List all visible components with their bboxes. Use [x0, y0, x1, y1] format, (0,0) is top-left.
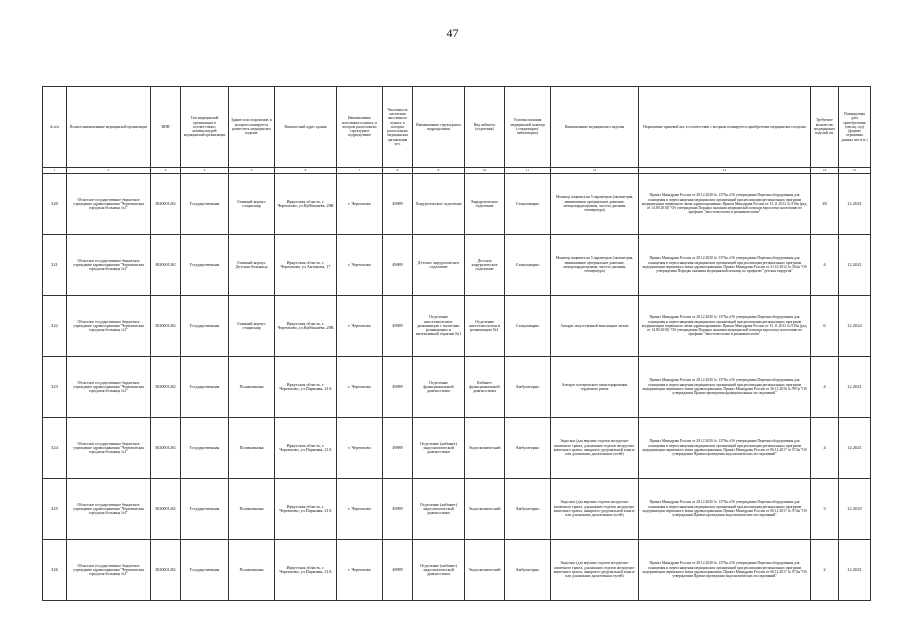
purchase-date: 12.2021: [839, 174, 871, 235]
legal-act: Приказ Минздрава России от 28.12.2020 № 1379н «Об утверждении Перечня оборудования для оснащения и переоснащения медицинских организаций при реализации региональных программ модернизации первичного звена здравоохранения» Приказ Минздрава России от 31.10.2012 № 562н "Об утверждении Порядка оказания медицинской помощи по профилю "детская хирургия": [639, 235, 811, 296]
device-name: Аппарат холтеровского мониторирования сердечного ритма: [551, 357, 639, 418]
column-number: 11: [505, 168, 551, 174]
column-number: 6: [275, 168, 337, 174]
column-number: 3: [151, 168, 181, 174]
device-name: Эндоскоп (для верхних отделов желудочно-кишечного тракта, для нижних отделов желудочно-кишечного тракта, панкреато-дуоденальной зоны и/или для нижних дыхательных путей): [551, 418, 639, 479]
building: Главный корпус стационар: [229, 296, 275, 357]
column-header: Требуемое количество медицинских изделий шт.: [811, 87, 839, 168]
locality: г. Черемхово: [337, 357, 383, 418]
structural-unit: Отделение (кабинет) эндоскопической диагностики: [413, 540, 465, 601]
legal-act: Приказ Минздрава России от 28.12.2020 № 1379н «Об утверждении Перечня оборудования для оснащения и переоснащения медицинских организаций при реализации региональных программ модернизации первичного звена здравоохранения» Приказ Минздрава России от 06.12.2017 № 974н "Об утверждении Правил проведения эндоскопических исследований": [639, 540, 811, 601]
building: Поликлиника: [229, 357, 275, 418]
address: Иркутская область, г. Черемхово, ул.Куйбышева, 28В: [275, 174, 337, 235]
room-type: Эндоскопический: [465, 540, 505, 601]
row-number: 324: [43, 418, 67, 479]
column-header: Тип медицинской организации в соответствии с номенклатурой медицинской организации: [181, 87, 229, 168]
column-header: Численность населения населенного пункта, в котором расположено медицинская организация чел.: [383, 87, 413, 168]
row-number: 320: [43, 174, 67, 235]
room-type: Эндоскопический: [465, 479, 505, 540]
organization-type: Государственная: [181, 174, 229, 235]
column-number: 7: [337, 168, 383, 174]
locality: г. Черемхово: [337, 479, 383, 540]
inn: 3820001261: [151, 418, 181, 479]
address: Иркутская область, г. Черемхово, ул.Парковая, 21А: [275, 479, 337, 540]
row-number: 325: [43, 479, 67, 540]
organization-name: Областное государственное бюджетное учреждение здравоохранения "Черемховская городская больница №1": [67, 235, 151, 296]
column-number: 8: [383, 168, 413, 174]
table-row: [43, 235, 871, 296]
column-header: Вид кабинета (отделения): [465, 87, 505, 168]
address: Иркутская область, г. Черемхово, ул.Куйбышева, 28В: [275, 296, 337, 357]
row-number: 322: [43, 296, 67, 357]
column-number: 10: [465, 168, 505, 174]
organization-type: Государственная: [181, 540, 229, 601]
quantity: 3: [811, 479, 839, 540]
column-number: 1: [43, 168, 67, 174]
organization-name: Областное государственное бюджетное учреждение здравоохранения "Черемховская городская больница №1": [67, 357, 151, 418]
column-number: 9: [413, 168, 465, 174]
purchase-date: 12.2021: [839, 235, 871, 296]
quantity: 4: [811, 418, 839, 479]
equipment-table: [42, 86, 871, 601]
quantity: 2: [811, 540, 839, 601]
column-header: Наименование структурного подразделения: [413, 87, 465, 168]
column-header: Условия оказания медицинской помощи (стационарно/амбулаторно): [505, 87, 551, 168]
table-row: [43, 540, 871, 601]
locality: г. Черемхово: [337, 296, 383, 357]
column-header: № п/п: [43, 87, 67, 168]
device-name: Эндоскоп (для верхних отделов желудочно-кишечного тракта, для нижних отделов желудочно-кишечного тракта, панкреато-дуоденальной зоны и/или для нижних дыхательных путей): [551, 479, 639, 540]
device-name: Монитор пациента на 5 параметров (оксиметрия, неинвазивное артериальное давление, электрокардиограмма, частота дыхания, температура): [551, 235, 639, 296]
organization-type: Государственная: [181, 479, 229, 540]
population: 49889: [383, 235, 413, 296]
building: Поликлиника: [229, 418, 275, 479]
column-header: Наименование медицинского изделия: [551, 87, 639, 168]
table-row: [43, 357, 871, 418]
purchase-date: 12.2021: [839, 418, 871, 479]
quantity: 6: [811, 296, 839, 357]
table-row: [43, 296, 871, 357]
locality: г. Черемхово: [337, 174, 383, 235]
column-header: Полное наименование медицинской организации: [67, 87, 151, 168]
legal-act: Приказ Минздрава России от 28.12.2020 № 1379н «Об утверждении Перечня оборудования для оснащения и переоснащения медицинских организаций при реализации региональных программ модернизации первичного звена здравоохранения» Приказ Минздрава России от 15.11.2012 № 919н (ред. от 14.09.2018) "Об утверждении Порядка оказания медицинской помощи взрослому населению по профилю "анестезиология и реаниматология": [639, 174, 811, 235]
care-conditions: Амбулаторно: [505, 479, 551, 540]
column-number: 4: [181, 168, 229, 174]
column-header: Наименование населенного пункта, в котором расположено структурное подразделение: [337, 87, 383, 168]
care-conditions: Амбулаторно: [505, 418, 551, 479]
organization-type: Государственная: [181, 357, 229, 418]
structural-unit: Отделение анестезиологии-реанимации с палатами реанимации и интенсивной терапии №1: [413, 296, 465, 357]
legal-act: Приказ Минздрава России от 28.12.2020 № 1379н «Об утверждении Перечня оборудования для оснащения и переоснащения медицинских организаций при реализации региональных программ модернизации первичного звена здравоохранения» Приказ Минздрава России от 06.12.2017 № 974н "Об утверждении Правил проведения эндоскопических исследований": [639, 418, 811, 479]
population: 49889: [383, 418, 413, 479]
room-type: Кабинет функциональной диагностики: [465, 357, 505, 418]
legal-act: Приказ Минздрава России от 28.12.2020 № 1379н «Об утверждении Перечня оборудования для оснащения и переоснащения медицинских организаций при реализации региональных программ модернизации первичного звена здравоохранения» Приказ Минздрава России от 15.11.2012 № 919н (ред. от 14.09.2018) "Об утверждении Порядка оказания медицинской помощи взрослому населению по профилю "анестезиология и реаниматология": [639, 296, 811, 357]
structural-unit: Детское хирургическое отделение: [413, 235, 465, 296]
row-number: 326: [43, 540, 67, 601]
header-row: [43, 87, 871, 168]
column-number: 2: [67, 168, 151, 174]
population: 49889: [383, 357, 413, 418]
locality: г. Черемхово: [337, 235, 383, 296]
organization-type: Государственная: [181, 235, 229, 296]
building: Поликлиника: [229, 540, 275, 601]
room-type: Отделение анестезиологии и реанимации №1: [465, 296, 505, 357]
organization-name: Областное государственное бюджетное учреждение здравоохранения "Черемховская городская больница №1": [67, 540, 151, 601]
structural-unit: Хирургическое отделение: [413, 174, 465, 235]
care-conditions: Стационарно: [505, 235, 551, 296]
structural-unit: Отделение (кабинет) эндоскопической диагностики: [413, 418, 465, 479]
address: Иркутская область, г. Черемхово, ул.Парковая, 21А: [275, 418, 337, 479]
column-header: Планируемая дата приобретения (месяц, год) (формат отражения данных мм гггг.): [839, 87, 871, 168]
device-name: Аппарат искусственной вентиляции легких: [551, 296, 639, 357]
legal-act: Приказ Минздрава России от 28.12.2020 № 1379н «Об утверждении Перечня оборудования для оснащения и переоснащения медицинских организаций при реализации региональных программ модернизации первичного звена здравоохранения» Приказ Минздрава России от 06.12.2017 № 974н "Об утверждении Правил проведения эндоскопических исследований": [639, 479, 811, 540]
table-row: [43, 479, 871, 540]
column-header: Фактический адрес здания: [275, 87, 337, 168]
care-conditions: Амбулаторно: [505, 357, 551, 418]
column-number: 15: [839, 168, 871, 174]
inn: 3820001261: [151, 479, 181, 540]
inn: 3820001261: [151, 174, 181, 235]
address: Иркутская область, г. Черемхово, ул.Парковая, 21А: [275, 540, 337, 601]
population: 49889: [383, 479, 413, 540]
structural-unit: Отделение (кабинет) эндоскопической диагностики: [413, 479, 465, 540]
room-type: Хирургическое отделение: [465, 174, 505, 235]
organization-name: Областное государственное бюджетное учреждение здравоохранения "Черемховская городская больница №1": [67, 479, 151, 540]
purchase-date: 12.2022: [839, 296, 871, 357]
inn: 3820001261: [151, 296, 181, 357]
room-type: Детское хирургическое отделение: [465, 235, 505, 296]
structural-unit: Отделение функциональной диагностики: [413, 357, 465, 418]
building: Главный корпус Детская больница: [229, 235, 275, 296]
column-number: 13: [639, 168, 811, 174]
column-number: 5: [229, 168, 275, 174]
locality: г. Черемхово: [337, 418, 383, 479]
page-number: 47: [446, 26, 459, 40]
device-name: Монитор пациента на 5 параметров (оксиметрия, неинвазивное артериальное давление, электрокардиограмма, частота дыхания, температура): [551, 174, 639, 235]
column-header: Нормативно-правовой акт, в соответствии с которым планируется приобретение медицинского изделия: [639, 87, 811, 168]
building: Главный корпус стационар: [229, 174, 275, 235]
organization-type: Государственная: [181, 418, 229, 479]
address: Иркутская область, г. Черемхово, ул.Антонова, 17: [275, 235, 337, 296]
column-number: 12: [551, 168, 639, 174]
population: 49889: [383, 296, 413, 357]
inn: 3820001261: [151, 357, 181, 418]
organization-type: Государственная: [181, 296, 229, 357]
table-row: [43, 174, 871, 235]
organization-name: Областное государственное бюджетное учреждение здравоохранения "Черемховская городская больница №1": [67, 174, 151, 235]
quantity: 4: [811, 357, 839, 418]
care-conditions: Стационарно: [505, 174, 551, 235]
purchase-date: 12.2021: [839, 357, 871, 418]
organization-name: Областное государственное бюджетное учреждение здравоохранения "Черемховская городская больница №1": [67, 418, 151, 479]
table-row: [43, 418, 871, 479]
purchase-date: 12.2021: [839, 540, 871, 601]
care-conditions: Амбулаторно: [505, 540, 551, 601]
address: Иркутская область, г. Черемхово, ул.Парковая, 21А: [275, 357, 337, 418]
quantity: 20: [811, 174, 839, 235]
column-header: Здание или сооружение, в котором планируется разместить медицинское изделие: [229, 87, 275, 168]
population: 49889: [383, 540, 413, 601]
purchase-date: 12.2025: [839, 479, 871, 540]
quantity: 4: [811, 235, 839, 296]
population: 49889: [383, 174, 413, 235]
row-number: 321: [43, 235, 67, 296]
organization-name: Областное государственное бюджетное учреждение здравоохранения "Черемховская городская больница №1": [67, 296, 151, 357]
building: Поликлиника: [229, 479, 275, 540]
row-number: 323: [43, 357, 67, 418]
legal-act: Приказ Минздрава России от 28.12.2020 № 1379н «Об утверждении Перечня оборудования для оснащения и переоснащения медицинских организаций при реализации региональных программ модернизации первичного звена здравоохранения» Приказ Минздрава России от 26.12.2016 № 997н "Об утверждении Правил проведения функциональных исследований": [639, 357, 811, 418]
column-number: 14: [811, 168, 839, 174]
care-conditions: Стационарно: [505, 296, 551, 357]
inn: 3820001261: [151, 540, 181, 601]
device-name: Эндоскоп (для верхних отделов желудочно-кишечного тракта, для нижних отделов желудочно-кишечного тракта, панкреато-дуоденальной зоны и/или для нижних дыхательных путей): [551, 540, 639, 601]
inn: 3820001261: [151, 235, 181, 296]
room-type: Эндоскопический: [465, 418, 505, 479]
column-header: ИНН: [151, 87, 181, 168]
locality: г. Черемхово: [337, 540, 383, 601]
